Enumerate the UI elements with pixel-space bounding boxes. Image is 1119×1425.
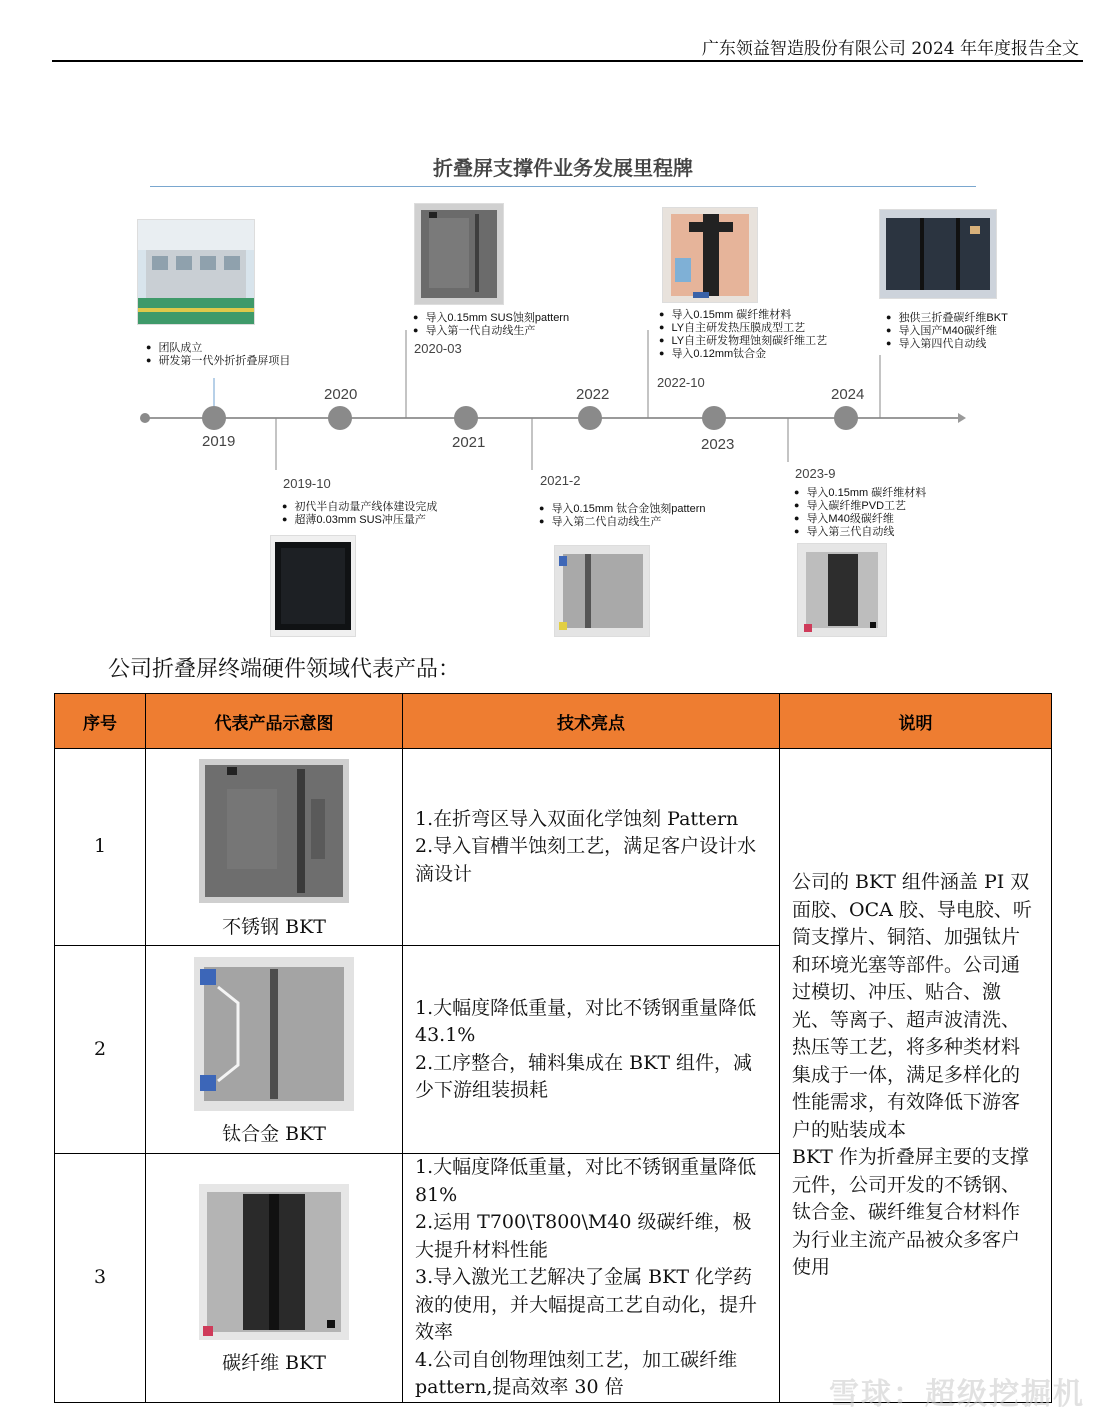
tech-point: 1.大幅度降低重量，对比不锈钢重量降低 81%: [415, 1156, 757, 1206]
timeline-node-2024: [834, 406, 858, 430]
tech-point: 3.导入激光工艺解决了金属 BKT 化学药液的使用，并大幅提高工艺自动化，提升效率: [415, 1266, 758, 1343]
event-item: ● 导入0.15mm 碳纤维材料: [659, 309, 827, 322]
carbon-fiber-bkt-image: [199, 1184, 349, 1340]
year-label-2024: 2024: [831, 386, 865, 403]
row-index: 2: [55, 946, 146, 1154]
event-2019-10: [282, 501, 437, 527]
event-item: ● 导入M40级碳纤维: [794, 513, 926, 526]
factory-line-photo: [137, 219, 255, 325]
row-index: 1: [55, 749, 146, 946]
carbon-fiber-bkt-photo: [662, 207, 758, 303]
header-tech-highlights: 技术亮点: [403, 694, 780, 749]
year-label-2023: 2023: [701, 436, 735, 453]
event-team-founded: [146, 342, 290, 368]
product-name: 钛合金 BKT: [222, 1123, 326, 1145]
description-para: BKT 作为折叠屏主要的支撑元件，公司开发的不锈钢、钛合金、碳纤维复合材料作为行业主流产品被众多客户使用: [792, 1146, 1029, 1278]
header-text: 广东领益智造股份有限公司 2024 年年度报告全文: [701, 39, 1079, 59]
event-item: ● 导入0.15mm 钛合金蚀刻pattern: [539, 503, 705, 516]
tech-cell: [403, 1154, 780, 1403]
header-product-image: 代表产品示意图: [146, 694, 403, 749]
description-cell: [780, 749, 1052, 1403]
tech-point: 2.运用 T700\T800\M40 级碳纤维，极大提升材料性能: [415, 1211, 752, 1261]
tech-cell: [403, 946, 780, 1154]
event-date-2021-2: 2021-2: [540, 473, 581, 488]
event-item: ● 研发第一代外折折叠屏项目: [146, 355, 290, 368]
timeline-start-dot: [140, 413, 150, 423]
product-image-cell: [146, 946, 403, 1154]
row-index: 3: [55, 1154, 146, 1403]
stainless-bkt-image: [199, 759, 349, 903]
event-date-2020-03: 2020-03: [414, 341, 462, 356]
event-item: ● 导入第二代自动线生产: [539, 516, 705, 529]
event-item: ● 超薄0.03mm SUS冲压量产: [282, 514, 437, 527]
header-description: 说明: [780, 694, 1052, 749]
tech-point: 4.公司自创物理蚀刻工艺，加工碳纤维 pattern,提高效率 30 倍: [415, 1348, 738, 1398]
event-item: ● 团队成立: [146, 342, 290, 355]
timeline-node-2020: [328, 406, 352, 430]
section-title: 公司折叠屏终端硬件领域代表产品：: [108, 657, 461, 682]
timeline-node-2019: [202, 406, 226, 430]
table-header-row: [55, 694, 1052, 749]
event-item: ● 导入0.15mm 碳纤维材料: [794, 487, 926, 500]
event-date-2022-10: 2022-10: [657, 375, 705, 390]
year-label-2020: 2020: [324, 386, 358, 403]
event-date-2023-9: 2023-9: [795, 466, 836, 481]
event-item: ● LY自主研发物理蚀刻碳纤维工艺: [659, 335, 827, 348]
description-para: 公司的 BKT 组件涵盖 PI 双面胶、OCA 胶、导电胶、听筒支撑片、铜箔、加强钛片和环境光塞等部件。公司通过模切、冲压、贴合、激光、等离子、超声波清洗、热压等工艺，将多种类材料集成于一体，满足多样化的性能需求，有效降低下游客户的贴装成本: [792, 871, 1032, 1141]
event-2024: [886, 312, 1008, 351]
event-item: ● 导入0.15mm SUS蚀刻pattern: [413, 312, 569, 325]
event-2022-10: [659, 309, 827, 361]
product-image-cell: [146, 749, 403, 946]
event-2020-03: [413, 312, 569, 338]
sus-etch-bkt-photo: [414, 203, 504, 305]
event-item: ● 导入国产M40碳纤维: [886, 325, 1008, 338]
titanium-bkt-image: [194, 957, 354, 1111]
tech-cell: [403, 749, 780, 946]
timeline-node-2022: [578, 406, 602, 430]
product-table: [54, 693, 1052, 1403]
product-name: 不锈钢 BKT: [222, 915, 326, 938]
tech-point: 2.导入盲槽半蚀刻工艺，满足客户设计水滴设计: [415, 835, 757, 885]
timeline-arrow: [958, 413, 966, 423]
table-row: [55, 749, 1052, 946]
event-item: ● 导入第三代自动线: [794, 526, 926, 539]
header-index: 序号: [55, 694, 146, 749]
year-label-2019: 2019: [202, 433, 236, 450]
year-label-2021: 2021: [452, 434, 486, 451]
tech-point: 1.大幅度降低重量，对比不锈钢重量降低 43.1%: [415, 996, 757, 1046]
event-item: ● 导入碳纤维PVD工艺: [794, 500, 926, 513]
product-image-cell: [146, 1154, 403, 1403]
event-2021-2: [539, 503, 705, 529]
event-date-2019-10: 2019-10: [283, 476, 331, 491]
titanium-etch-photo: [554, 545, 650, 637]
timeline-node-2021: [454, 406, 478, 430]
event-item: ● LY自主研发热压膜成型工艺: [659, 322, 827, 335]
ultra-thin-sus-photo: [270, 535, 356, 637]
event-item: ● 初代半自动量产线体建设完成: [282, 501, 437, 514]
event-item: ● 导入第一代自动线生产: [413, 325, 569, 338]
event-item: ● 独供三折叠碳纤维BKT: [886, 312, 1008, 325]
timeline-node-2023: [702, 406, 726, 430]
milestone-title: 折叠屏支撑件业务发展里程牌: [433, 156, 693, 180]
tech-point: 1.在折弯区导入双面化学蚀刻 Pattern: [415, 807, 739, 830]
watermark: 雪球：超级挖掘机: [829, 1377, 1085, 1412]
tech-point: 2.工序整合，辅料集成在 BKT 组件，减少下游组装损耗: [415, 1051, 753, 1101]
product-name: 碳纤维 BKT: [222, 1352, 326, 1375]
event-item: ● 导入0.12mm钛合金: [659, 348, 827, 361]
event-item: ● 导入第四代自动线: [886, 338, 1008, 351]
carbon-pvd-photo: [797, 543, 887, 637]
event-2023-9: [794, 487, 926, 539]
year-label-2022: 2022: [576, 386, 610, 403]
tri-fold-bkt-photo: [879, 209, 997, 299]
